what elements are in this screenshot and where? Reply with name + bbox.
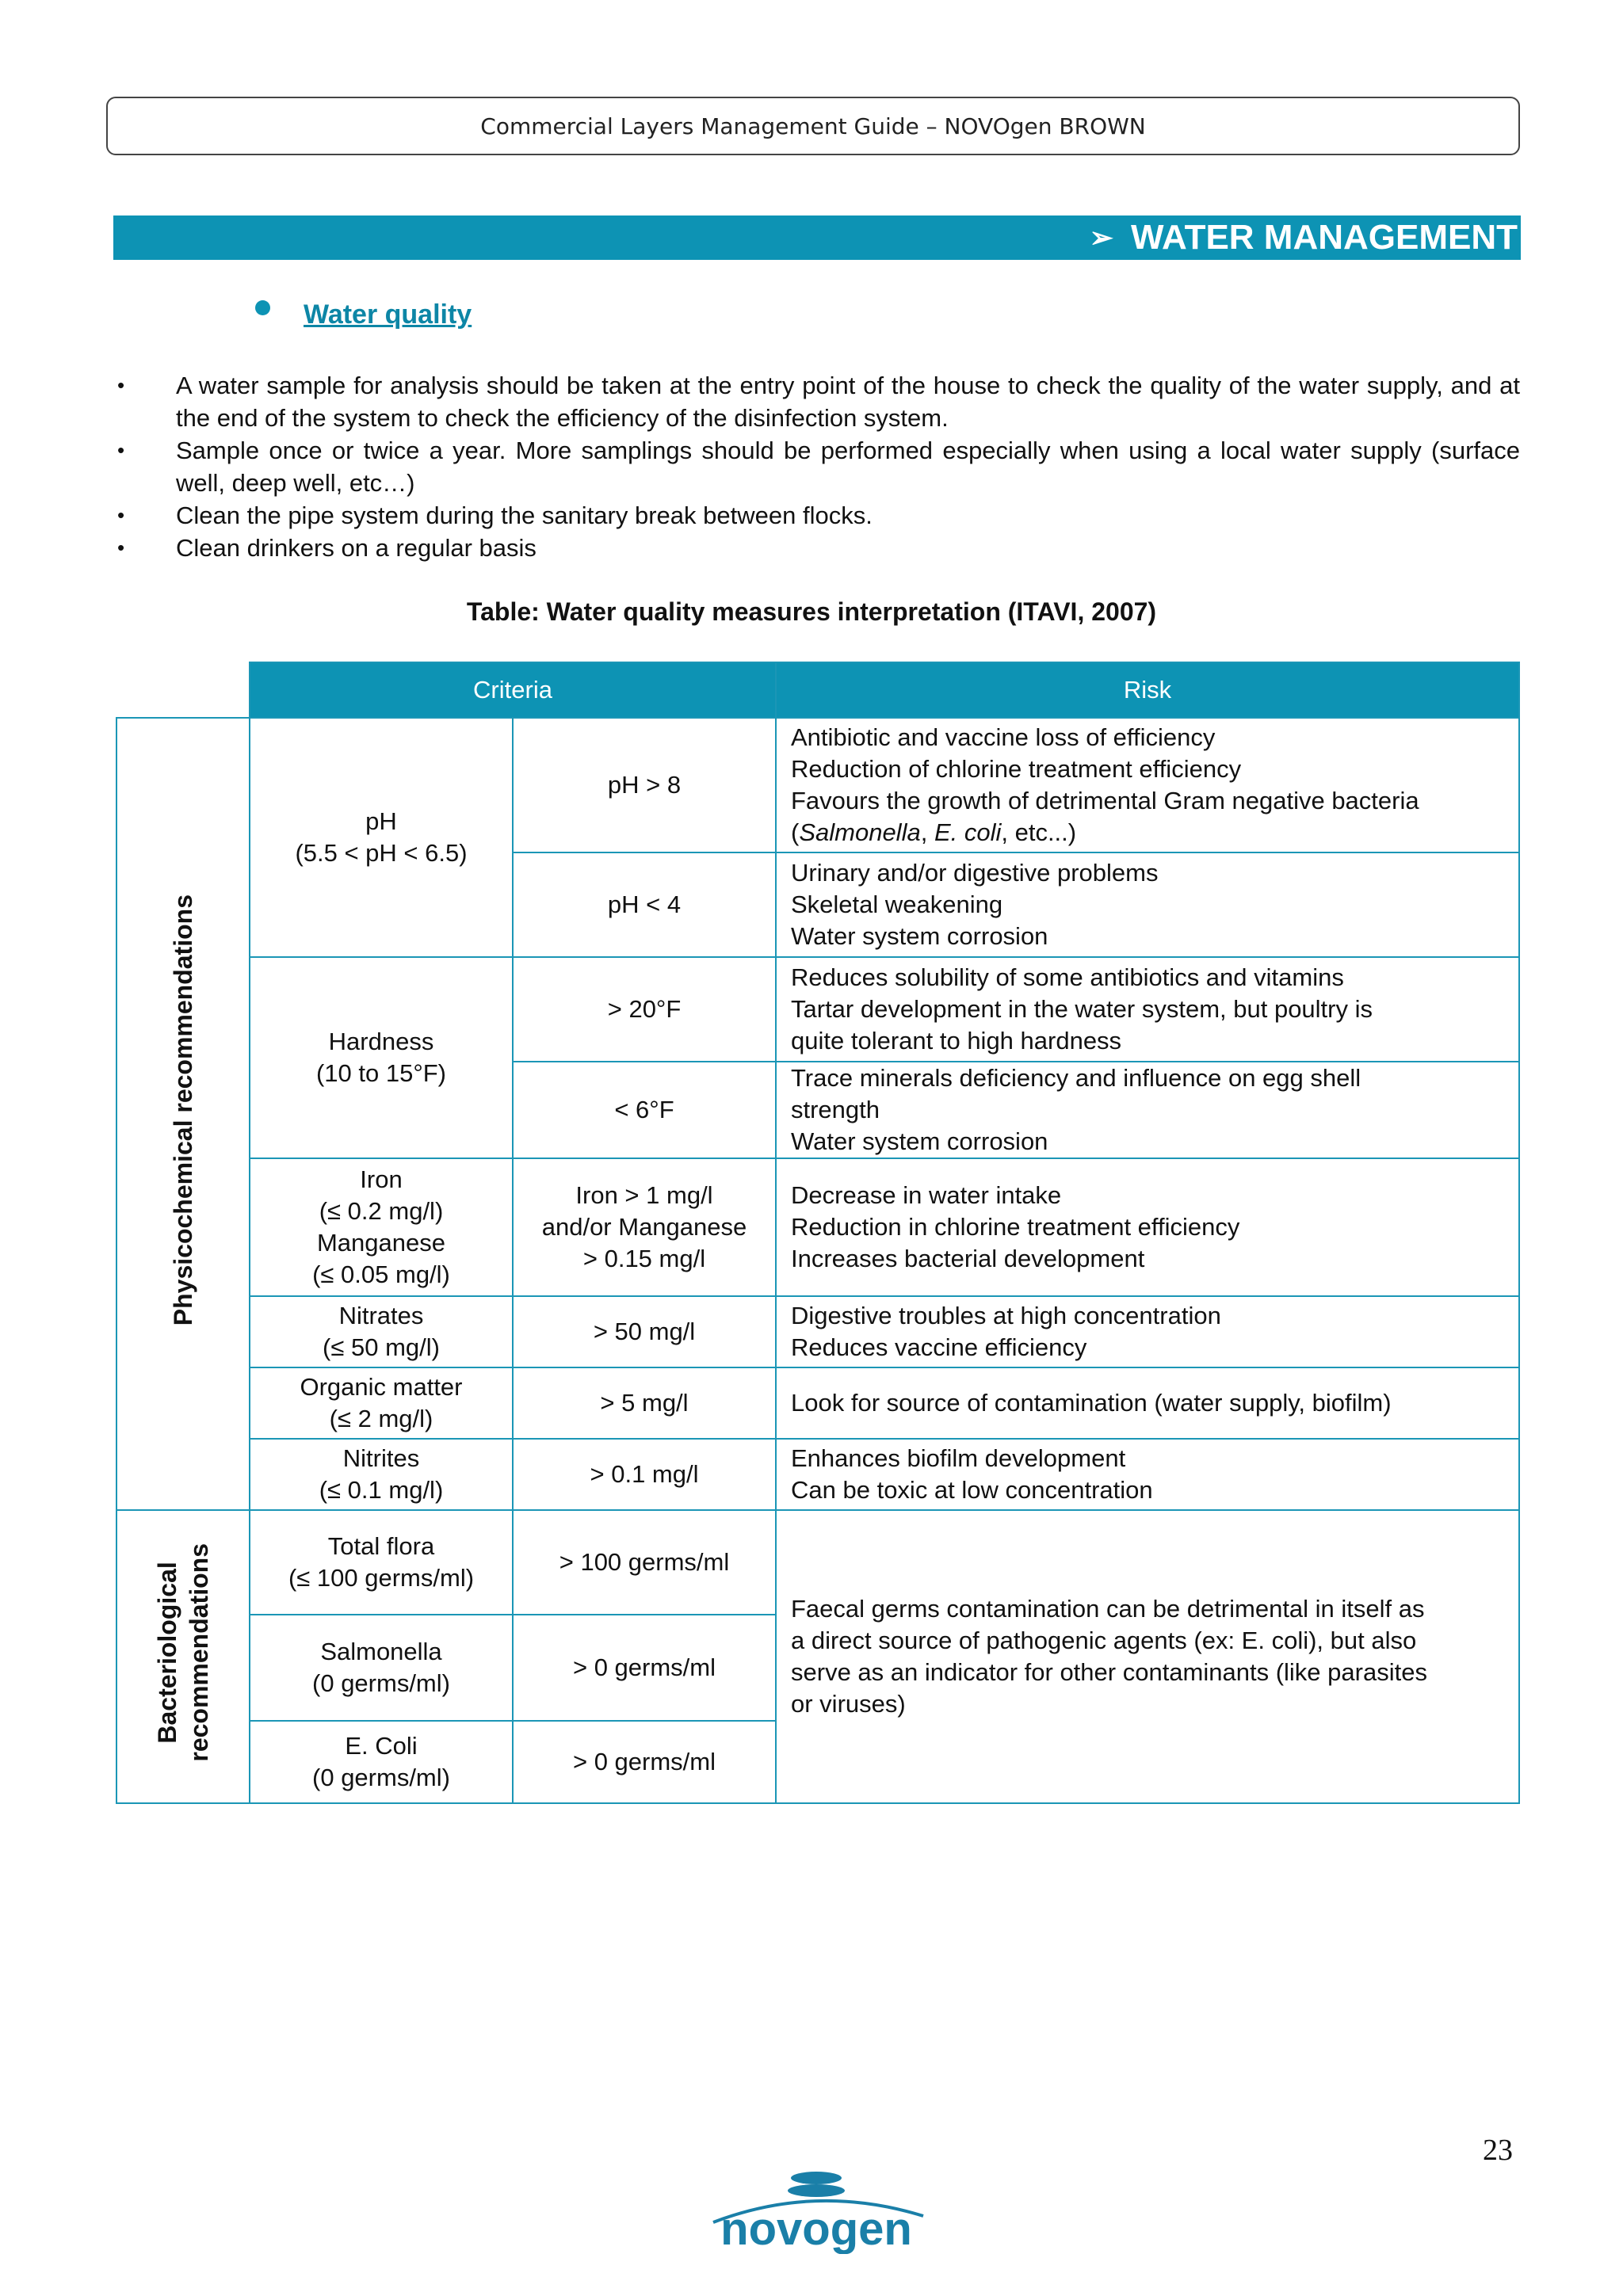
criterion-line: (0 germs/ml) xyxy=(312,1764,450,1791)
table-row xyxy=(116,718,1519,852)
hardness-high-criterion: > 20°F xyxy=(513,957,776,1062)
criterion-line: Salmonella xyxy=(320,1638,442,1665)
arrow-icon: ➢ xyxy=(1089,221,1113,254)
hardness-range: (10 to 15°F) xyxy=(315,1059,447,1087)
criteria-header: Criteria xyxy=(250,662,776,718)
document-header xyxy=(106,97,1520,155)
risk-line: Reduction of chlorine treatment efficiency xyxy=(791,755,1242,783)
nitrites-criterion xyxy=(250,1439,513,1510)
hardness-low-risk xyxy=(776,1062,1519,1158)
novogen-logo xyxy=(697,2167,935,2254)
risk-line: Increases bacterial development xyxy=(791,1245,1145,1272)
risk-text: , etc...) xyxy=(1001,818,1077,846)
risk-text: ( xyxy=(791,818,800,846)
ph-high-criterion: pH > 8 xyxy=(513,718,776,852)
list-item xyxy=(117,499,1520,532)
table-row xyxy=(116,957,1519,1062)
list-item-text: Sample once or twice a year. More samplings should be performed especially when using a local water supply (surface well, deep well, etc…) xyxy=(176,437,1520,497)
ph-criterion xyxy=(250,718,513,957)
hardness-low-criterion: < 6°F xyxy=(513,1062,776,1158)
risk-line: Look for source of contamination (water supply, biofilm) xyxy=(791,1389,1392,1417)
category-line: recommendations xyxy=(185,1543,213,1762)
risk-line: Decrease in water intake xyxy=(791,1181,1062,1209)
blank-cell xyxy=(116,662,250,718)
document-title: Commercial Layers Management Guide – NOVOgen BROWN xyxy=(480,113,1146,139)
hardness-high-risk xyxy=(776,957,1519,1062)
nitrates-criterion xyxy=(250,1296,513,1367)
salmonella-criterion xyxy=(250,1615,513,1721)
list-item xyxy=(117,434,1520,499)
salmonella-threshold: > 0 germs/ml xyxy=(513,1615,776,1721)
list-item xyxy=(117,369,1520,434)
salmonella-italic: Salmonella xyxy=(799,818,921,846)
threshold-line: Iron > 1 mg/l xyxy=(575,1181,713,1209)
risk-line: Antibiotic and vaccine loss of efficiency xyxy=(791,723,1216,751)
risk-line xyxy=(791,817,1510,849)
criterion-line: E. Coli xyxy=(345,1732,418,1760)
hardness-name: Hardness xyxy=(328,1028,434,1055)
bullet-icon: • xyxy=(117,438,125,462)
section-title: WATER MANAGEMENT xyxy=(1130,218,1518,257)
ph-low-criterion: pH < 4 xyxy=(513,852,776,957)
risk-line: Skeletal weakening xyxy=(791,891,1003,918)
risk-line: Tartar development in the water system, but poultry is xyxy=(791,995,1373,1023)
table-caption: Table: Water quality measures interpretation (ITAVI, 2007) xyxy=(466,597,1157,626)
criterion-line: (0 germs/ml) xyxy=(312,1669,450,1697)
iron-threshold xyxy=(513,1158,776,1296)
criterion-line: Nitrites xyxy=(342,1444,420,1472)
bullet-dot-icon xyxy=(255,300,270,315)
iron-criterion xyxy=(250,1158,513,1296)
list-item-text: A water sample for analysis should be taken at the entry point of the house to check the quality of the water supply, and at the end of the system to check the efficiency of the disinfection system. xyxy=(176,372,1520,432)
logo-emblem-icon xyxy=(788,2172,845,2197)
risk-line: Faecal germs contamination can be detrimental in itself as xyxy=(791,1595,1425,1623)
table-row xyxy=(116,1510,1519,1615)
table-row xyxy=(116,1439,1519,1510)
bullet-icon: • xyxy=(117,536,125,559)
bacteriological-risk xyxy=(776,1510,1519,1803)
criterion-line: (≤ 50 mg/l) xyxy=(323,1333,440,1361)
physicochemical-category xyxy=(116,718,250,1510)
criterion-line: Nitrates xyxy=(338,1302,424,1329)
list-item-text: Clean drinkers on a regular basis xyxy=(176,534,537,562)
table-header-row xyxy=(116,662,1519,718)
risk-line: Reduction in chlorine treatment efficiency xyxy=(791,1213,1240,1241)
page-number: 23 xyxy=(1483,2134,1513,2167)
ph-low-risk xyxy=(776,852,1519,957)
water-quality-table xyxy=(116,662,1520,1804)
risk-line: Can be toxic at low concentration xyxy=(791,1476,1153,1504)
ecoli-italic: E. coli xyxy=(934,818,1002,846)
list-item-text: Clean the pipe system during the sanitary break between flocks. xyxy=(176,502,873,529)
list-item xyxy=(117,532,1520,564)
bacteriological-label xyxy=(151,1543,215,1762)
iron-risk xyxy=(776,1158,1519,1296)
risk-line: serve as an indicator for other contaminants (like parasites xyxy=(791,1658,1427,1686)
threshold-line: and/or Manganese xyxy=(541,1213,747,1241)
risk-line: Enhances biofilm development xyxy=(791,1444,1126,1472)
nitrites-risk xyxy=(776,1439,1519,1510)
bullet-list xyxy=(117,369,1520,564)
ph-range: (5.5 < pH < 6.5) xyxy=(295,839,468,867)
bullet-icon: • xyxy=(117,503,125,527)
table-row xyxy=(116,1367,1519,1439)
water-quality-subheading xyxy=(255,299,472,330)
physicochemical-label: Physicochemical recommendations xyxy=(169,894,197,1326)
risk-line: Reduces solubility of some antibiotics and vitamins xyxy=(791,963,1344,991)
organic-risk xyxy=(776,1367,1519,1439)
risk-line: Reduces vaccine efficiency xyxy=(791,1333,1087,1361)
flora-threshold: > 100 germs/ml xyxy=(513,1510,776,1615)
organic-threshold: > 5 mg/l xyxy=(513,1367,776,1439)
logo-wordmark: novogen xyxy=(720,2203,912,2254)
nitrates-threshold: > 50 mg/l xyxy=(513,1296,776,1367)
criterion-line: Iron xyxy=(360,1165,403,1193)
risk-text: , xyxy=(920,818,934,846)
risk-line: Favours the growth of detrimental Gram negative bacteria xyxy=(791,787,1419,814)
ph-name: pH xyxy=(365,807,397,835)
bullet-icon: • xyxy=(117,373,125,397)
risk-line: Urinary and/or digestive problems xyxy=(791,859,1159,887)
criterion-line: (≤ 0.05 mg/l) xyxy=(312,1261,450,1288)
risk-line: Digestive troubles at high concentration xyxy=(791,1302,1221,1329)
risk-line: a direct source of pathogenic agents (ex: E. coli), but also xyxy=(791,1627,1417,1654)
risk-line: Water system corrosion xyxy=(791,922,1048,950)
criterion-line: (≤ 2 mg/l) xyxy=(329,1405,433,1432)
risk-line: quite tolerant to high hardness xyxy=(791,1027,1122,1055)
category-line: Bacteriological xyxy=(153,1562,181,1744)
organic-criterion xyxy=(250,1367,513,1439)
hardness-criterion xyxy=(250,957,513,1158)
ph-high-risk xyxy=(776,718,1519,852)
criterion-line: Manganese xyxy=(316,1229,445,1257)
table-row xyxy=(116,1296,1519,1367)
risk-header: Risk xyxy=(776,662,1519,718)
risk-line: strength xyxy=(791,1096,880,1123)
subheading-text: Water quality xyxy=(304,299,472,330)
risk-line: or viruses) xyxy=(791,1690,906,1718)
nitrates-risk xyxy=(776,1296,1519,1367)
criterion-line: Total flora xyxy=(327,1532,435,1560)
flora-criterion xyxy=(250,1510,513,1615)
risk-line: Trace minerals deficiency and influence on egg shell xyxy=(791,1064,1361,1092)
criterion-line: (≤ 0.2 mg/l) xyxy=(319,1197,444,1225)
threshold-line: > 0.15 mg/l xyxy=(582,1245,706,1272)
risk-line: Water system corrosion xyxy=(791,1127,1048,1155)
table-row xyxy=(116,1158,1519,1296)
criterion-line: (≤ 0.1 mg/l) xyxy=(319,1476,444,1504)
criterion-line: Organic matter xyxy=(300,1373,463,1401)
nitrites-threshold: > 0.1 mg/l xyxy=(513,1439,776,1510)
bacteriological-category xyxy=(116,1510,250,1803)
ecoli-criterion xyxy=(250,1721,513,1803)
ecoli-threshold: > 0 germs/ml xyxy=(513,1721,776,1803)
criterion-line: (≤ 100 germs/ml) xyxy=(288,1564,475,1592)
section-title-bar xyxy=(113,215,1521,260)
